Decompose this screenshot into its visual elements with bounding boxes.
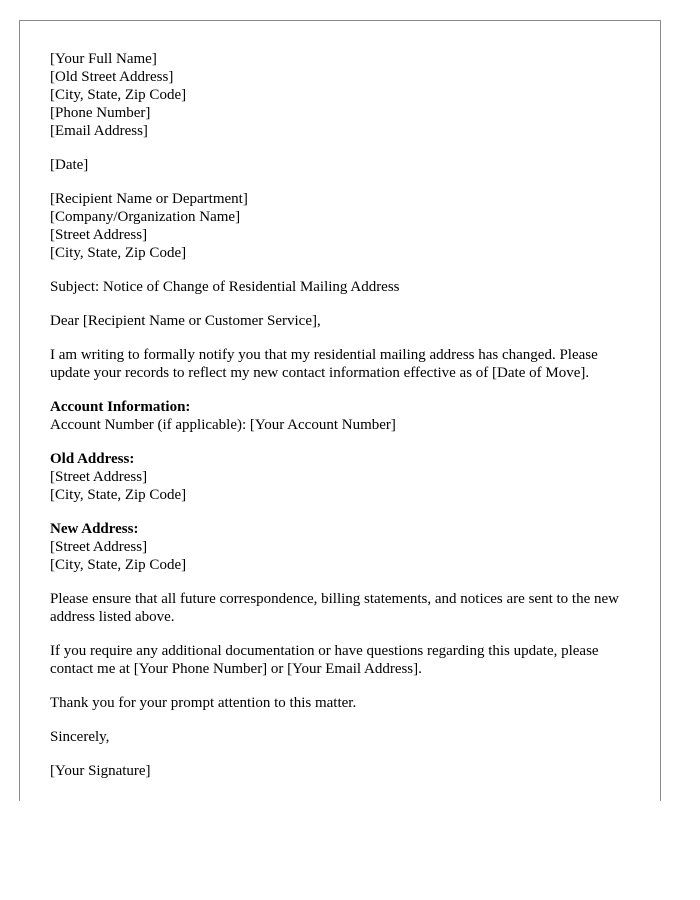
recipient-city-state-zip: [City, State, Zip Code] [50,245,187,261]
old-address-city-state-zip: [City, State, Zip Code] [50,487,187,503]
thanks-line: Thank you for your prompt attention to this matter. [50,695,357,711]
letter-body [50,50,640,796]
correspondence-paragraph: Please ensure that all future correspondence, billing statements, and notices are sent to the new address listed above. [50,591,619,625]
old-address-street: [Street Address] [50,469,148,485]
recipient-block [50,190,640,262]
contact-paragraph: If you require any additional documentation or have questions regarding this update, please contact me at [Your Phone Number] or [Your Email Address]. [50,643,599,677]
intro-paragraph: I am writing to formally notify you that my residential mailing address has changed. Please update your records to reflect my new contact information effective as of [Date of Move]. [50,347,598,381]
signature: [Your Signature] [50,763,151,779]
subject-line: Subject: Notice of Change of Residential Mailing Address [50,279,400,295]
date-block [50,156,640,174]
sender-email: [Email Address] [50,123,148,139]
sender-phone: [Phone Number] [50,105,151,121]
account-info-heading: Account Information: [50,399,191,415]
sender-city-state-zip: [City, State, Zip Code] [50,87,187,103]
recipient-name: [Recipient Name or Department] [50,191,248,207]
letter-page [19,20,661,801]
sender-name: [Your Full Name] [50,51,157,67]
recipient-street: [Street Address] [50,227,148,243]
old-address-heading: Old Address: [50,451,135,467]
account-info-block [50,398,640,434]
sender-old-street: [Old Street Address] [50,69,174,85]
new-address-street: [Street Address] [50,539,148,555]
recipient-company: [Company/Organization Name] [50,209,241,225]
new-address-city-state-zip: [City, State, Zip Code] [50,557,187,573]
greeting: Dear [Recipient Name or Customer Service], [50,313,321,329]
closing: Sincerely, [50,729,110,745]
old-address-block [50,450,640,504]
sender-block [50,50,640,140]
letter-date: [Date] [50,157,89,173]
new-address-heading: New Address: [50,521,139,537]
account-number-line: Account Number (if applicable): [Your Account Number] [50,417,396,433]
new-address-block [50,520,640,574]
